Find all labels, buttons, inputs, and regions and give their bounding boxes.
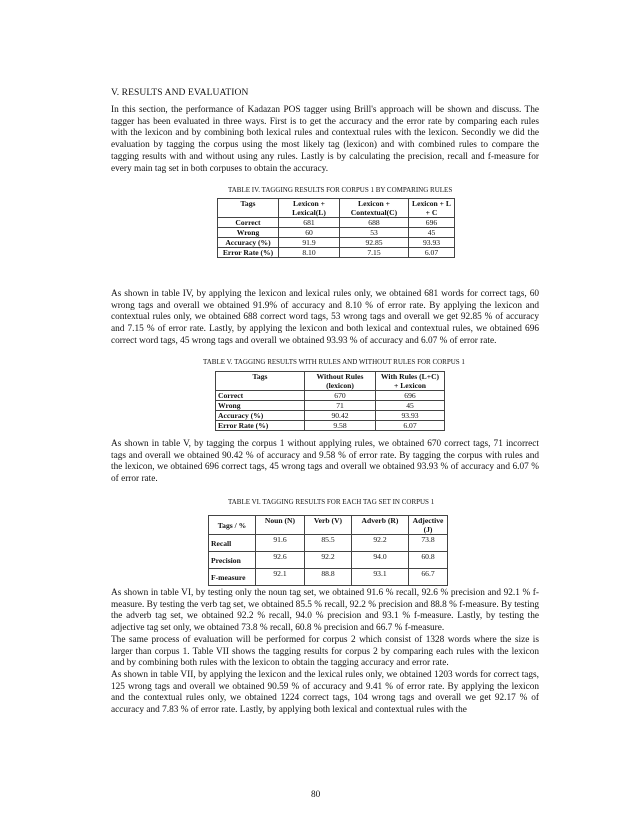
table-cell: 670 [305,391,376,401]
paragraph-intro: In this section, the performance of Kadazan POS tagger using Brill's approach will be shown and discuss. The tagger has been evaluated in three ways. First is to get the accuracy and the error rate by comparing each rules with the lexicon and by combining both lexical rules and contextual rules with the lexicon. Secondly we did the evaluation by tagging the corpus using the most likely tag (lexicon) and with combined rules to compare the tagging results with and without using any rules. Lastly is by calculating the precision, recall and f-measure for every main tag set in both corpuses to obtain the accuracy. [111,105,539,174]
table-5-header-with-rules: With Rules (L+C) + Lexicon [376,372,445,391]
table-cell: 93.93 [376,411,445,421]
table-row [218,218,455,228]
table-cell: 73.8 [409,535,448,552]
table-4-header-row [218,199,455,218]
table-6-header-row [209,516,448,535]
table-cell: 71 [305,401,376,411]
table-row [218,238,455,248]
table-cell: F-measure [209,569,256,586]
table-cell: 93.1 [352,569,409,586]
table-row [216,411,445,421]
table-row [218,248,455,258]
table-5-header-row [216,372,445,391]
table-4-header-lexical: Lexicon + Lexical(L) [279,199,340,218]
table-cell: 94.0 [352,552,409,569]
table-cell: Accuracy (%) [216,411,305,421]
table-cell: 60.8 [409,552,448,569]
table-cell: 92.85 [340,238,409,248]
table-cell: 7.15 [340,248,409,258]
table-4-caption: TABLE IV. TAGGING RESULTS FOR CORPUS 1 BY COMPARING RULES [228,186,453,194]
table-cell: 681 [279,218,340,228]
paragraph-table-4-discussion: As shown in table IV, by applying the lexicon and lexical rules only, we obtained 681 words for correct tags, 60 wrong tags and overall we obtained 91.9% of accuracy and 8.10 % of error rate. By applying the lexicon and contextual rules only, we obtained 688 correct word tags, 53 wrong tags and overall we get 92.85 % of accuracy and 7.15 % of error rate. Lastly, by applying the lexicon and both lexical and contextual rules, we obtained 696 correct word tags, 45 wrong tags and overall we obtained 93.93 % of accuracy and 6.07 % of error rate. [111,289,539,346]
table-cell: Precision [209,552,256,569]
table-cell: 92.2 [305,552,352,569]
table-4 [217,198,455,258]
table-cell: 9.58 [305,421,376,431]
table-5-header-without-rules: Without Rules (lexicon) [305,372,376,391]
paragraph-table-6-discussion: As shown in table VI, by testing only the noun tag set, we obtained 91.6 % recall, 92.6 % precision and 92.1 % f-measure. By testing the verb tag set, we obtained 85.5 % recall, 92.2 % precision and 88.8 % f-measure. By testing the adverb tag set, we obtained 92.2 % recall, 94.0 % precision and 93.1 % f-measure. Lastly, by testing the adjective tag set only, we obtained 73.8 % recall, 60.8 % precision and 66.7 % f-measure. [111,588,539,634]
paragraph-table-7-discussion: As shown in table VII, by applying the lexicon and the lexical rules only, we obtained 1203 words for correct tags, 125 wrong tags and overall we obtained 90.59 % of accuracy and 9.41 % of error rate. By applying the lexicon and the contextual rules only, we obtained 1224 correct tags, 104 wrong tags and overall we get 92.17 % of accuracy and 7.83 % of error rate. Lastly, by applying both lexical and contextual rules with the [111,670,539,716]
table-cell: Accuracy (%) [218,238,279,248]
table-cell: 88.8 [305,569,352,586]
table-cell: Correct [218,218,279,228]
table-cell: Error Rate (%) [216,421,305,431]
section-heading: V. RESULTS AND EVALUATION [111,88,249,98]
table-row [209,535,448,552]
table-cell: Wrong [216,401,305,411]
table-5 [215,371,445,431]
table-cell: 66.7 [409,569,448,586]
page-number: 80 [311,790,321,800]
table-cell: 696 [376,391,445,401]
table-cell: Wrong [218,228,279,238]
table-cell: 6.07 [409,248,455,258]
table-row [216,421,445,431]
table-cell: 8.10 [279,248,340,258]
table-cell: 91.6 [256,535,305,552]
table-6-caption: TABLE VI. TAGGING RESULTS FOR EACH TAG SET IN CORPUS 1 [228,498,435,506]
table-cell: Error Rate (%) [218,248,279,258]
table-6-header-adverb: Adverb (R) [352,516,409,535]
table-4-header-contextual: Lexicon + Contextual(C) [340,199,409,218]
table-6-header-adjective: Adjective (J) [409,516,448,535]
table-6-header-noun: Noun (N) [256,516,305,535]
table-cell: 60 [279,228,340,238]
table-6 [208,515,448,586]
table-5-caption: TABLE V. TAGGING RESULTS WITH RULES AND WITHOUT RULES FOR CORPUS 1 [203,358,465,366]
table-cell: 90.42 [305,411,376,421]
table-cell: 92.1 [256,569,305,586]
table-cell: 696 [409,218,455,228]
table-cell: Recall [209,535,256,552]
paragraph-table-5-discussion: As shown in table V, by tagging the corpus 1 without applying rules, we obtained 670 correct tags, 71 incorrect tags and overall we obtained 90.42 % of accuracy and 9.58 % of error rate. By tagging the corpus with rules and the lexicon, we obtained 696 correct tags, 45 wrong tags and overall we obtained 93.93 % of accuracy and 6.07 % of error rate. [111,439,539,485]
table-5-header-tags: Tags [216,372,305,391]
table-cell: 6.07 [376,421,445,431]
table-cell: Correct [216,391,305,401]
table-6-header-verb: Verb (V) [305,516,352,535]
table-cell: 45 [376,401,445,411]
table-cell: 85.5 [305,535,352,552]
table-row [216,401,445,411]
table-row [218,228,455,238]
table-4-header-combined: Lexicon + L + C [409,199,455,218]
paragraph-corpus-2-intro: The same process of evaluation will be performed for corpus 2 which consist of 1328 words where the size is larger than corpus 1. Table VII shows the tagging results for corpus 2 by comparing each rules with the lexicon and by combining both rules with the lexicon to obtain the tagging accuracy and error rate. [111,635,539,669]
table-row [209,569,448,586]
table-6-header-tags: Tags / % [209,516,256,535]
table-cell: 45 [409,228,455,238]
table-4-header-tags: Tags [218,199,279,218]
table-cell: 93.93 [409,238,455,248]
table-row [209,552,448,569]
table-cell: 53 [340,228,409,238]
table-cell: 92.2 [352,535,409,552]
table-cell: 91.9 [279,238,340,248]
table-row [216,391,445,401]
table-cell: 92.6 [256,552,305,569]
table-cell: 688 [340,218,409,228]
